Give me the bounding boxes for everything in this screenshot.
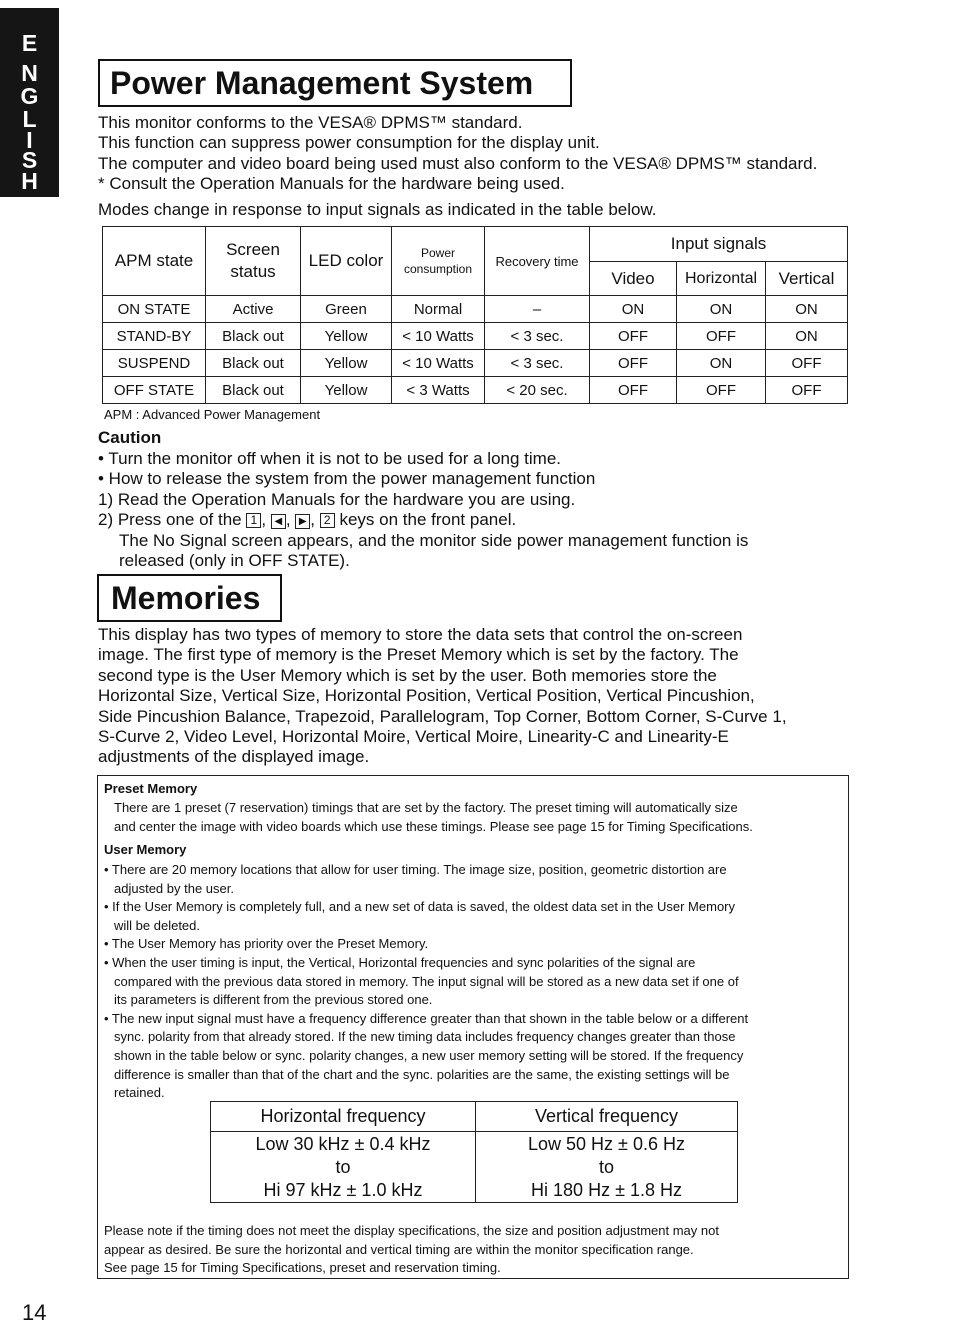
table-cell: – (485, 296, 590, 323)
caution-line: • How to release the system from the power management function (98, 469, 596, 489)
caution-line: released (only in OFF STATE). (119, 551, 350, 571)
table-cell: Black out (206, 323, 301, 350)
body-line: Horizontal Size, Vertical Size, Horizontal Position, Vertical Position, Vertical Pincushion, (98, 686, 755, 706)
timing-note (104, 1222, 719, 1278)
header-video: Video (590, 262, 677, 296)
note-line: See page 15 for Timing Specifications, preset and reservation timing. (104, 1260, 501, 1276)
user-line: • When the user timing is input, the Vertical, Horizontal frequencies and sync polarities of the signal are (104, 954, 696, 970)
user-line: compared with the previous data stored in memory. The input signal will be stored as a new data set if one of (114, 973, 739, 989)
table-cell: Yellow (301, 377, 392, 404)
user-line: • If the User Memory is completely full, and a new set of data is saved, the oldest data set in the User Memory (104, 899, 736, 915)
table-cell: OFF (590, 377, 677, 404)
header-power-line1: Power (420, 246, 455, 260)
h-low: Low 30 kHz ± 0.4 kHz (255, 1133, 431, 1154)
preset-line: There are 1 preset (7 reservation) timings that are set by the factory. The preset timing will automatically size (114, 800, 738, 815)
v-hi: Hi 180 Hz ± 1.8 Hz (531, 1179, 682, 1200)
table-cell: ON (766, 296, 848, 323)
v-to: to (598, 1156, 614, 1177)
body-line: second type is the User Memory which is set by the user. Both memories store the (98, 665, 717, 685)
note-line: appear as desired. Be sure the horizontal and vertical timing are within the monitor specification range. (104, 1241, 694, 1257)
caution-line: The No Signal screen appears, and the monitor side power management function is (119, 530, 749, 550)
table-cell: Yellow (301, 350, 392, 377)
caution-line: • Turn the monitor off when it is not to be used for a long time. (98, 449, 562, 468)
language-letter: G (20, 83, 39, 109)
body-line: Side Pincushion Balance, Trapezoid, Parallelogram, Top Corner, Bottom Corner, S-Curve 1, (98, 706, 787, 726)
language-tab (0, 8, 59, 197)
caution-heading: Caution (98, 428, 162, 447)
user-line: • There are 20 memory locations that allow for user timing. The image size, position, geometric distortion are (104, 862, 727, 877)
caution-line: keys on the front panel. (339, 510, 517, 530)
h-to: to (335, 1156, 351, 1177)
frequency-table (210, 1101, 738, 1203)
intro-line: * Consult the Operation Manuals for the hardware being used. (98, 174, 565, 194)
preset-line: and center the image with video boards which use these timings. Please see page 15 for Timing Specifications. (114, 818, 753, 834)
table-row (103, 377, 848, 404)
key-1-icon: 1 (246, 513, 261, 528)
user-line: will be deleted. (114, 917, 200, 933)
table-cell: OFF STATE (103, 377, 206, 404)
memories-title-box (97, 574, 282, 622)
table-cell: < 10 Watts (392, 350, 485, 377)
table-cell: Green (301, 296, 392, 323)
user-line: • The User Memory has priority over the Preset Memory. (104, 936, 429, 952)
table-cell: OFF (677, 323, 766, 350)
header-screen-status-line1: Screen (226, 240, 280, 259)
language-letter: H (21, 168, 38, 194)
memories-title: Memories (111, 580, 261, 616)
table-cell: OFF (766, 377, 848, 404)
key-right-icon: ▶ (295, 514, 310, 529)
table-cell: < 20 sec. (485, 377, 590, 404)
body-line: adjustments of the displayed image. (98, 747, 370, 767)
user-memory-text (104, 861, 748, 1103)
caution-text (98, 449, 748, 571)
key-2-icon: 2 (320, 513, 335, 528)
header-screen-status-line2: status (230, 262, 276, 281)
table-cell: OFF (590, 350, 677, 377)
table-cell: Black out (206, 377, 301, 404)
caution-line-keys: 2) Press one of the 1 , ◀ , ▶ , 2 keys on the front panel. (98, 510, 517, 530)
memory-info-box (97, 775, 849, 1279)
note-line: Please note if the timing does not meet the display specifications, the size and position adjustment may not (104, 1223, 719, 1238)
power-intro (98, 113, 817, 195)
language-letter: S (21, 147, 38, 173)
user-line: sync. polarity from that already stored. If the new timing data includes frequency changes greater than those (114, 1029, 736, 1045)
table-cell: Active (206, 296, 301, 323)
table-cell: OFF (590, 323, 677, 350)
user-line: • The new input signal must have a frequency difference greater than that shown in the table below or a different (104, 1010, 749, 1026)
h-hi: Hi 97 kHz ± 1.0 kHz (263, 1179, 423, 1200)
preset-memory-heading: Preset Memory (104, 781, 198, 796)
user-line: shown in the table below or sync. polarity changes, a new user memory setting will be stored. If the frequency (114, 1047, 744, 1063)
table-cell: STAND-BY (103, 323, 206, 350)
horizontal-frequency-header: Horizontal frequency (211, 1102, 476, 1132)
header-apm-state: APM state (103, 227, 206, 296)
header-led-color: LED color (301, 227, 392, 296)
table-cell: ON (590, 296, 677, 323)
table-cell: < 10 Watts (392, 323, 485, 350)
header-power-line2: consumption (403, 262, 473, 276)
language-letter: L (22, 106, 37, 132)
apm-note: APM : Advanced Power Management (104, 407, 321, 422)
table-cell: OFF (766, 350, 848, 377)
table-cell: Black out (206, 350, 301, 377)
vertical-frequency-cell (476, 1132, 738, 1203)
table-row (103, 296, 848, 323)
user-line: difference is smaller than that of the chart and the sync. polarities are the same, the existing settings will be (114, 1066, 730, 1082)
memories-body (98, 625, 787, 768)
user-line: retained. (114, 1085, 165, 1101)
table-row (103, 323, 848, 350)
header-recovery-time: Recovery time (485, 227, 590, 296)
header-horizontal: Horizontal (677, 262, 766, 296)
intro-line: This function can suppress power consumption for the display unit. (98, 133, 600, 153)
key-left-icon: ◀ (271, 514, 286, 529)
body-line: image. The first type of memory is the Preset Memory which is set by the factory. The (98, 645, 739, 665)
table-row (103, 350, 848, 377)
table-cell: SUSPEND (103, 350, 206, 377)
table-cell: < 3 Watts (392, 377, 485, 404)
v-low: Low 50 Hz ± 0.6 Hz (528, 1133, 685, 1154)
power-title-box (98, 59, 572, 107)
body-line: S-Curve 2, Video Level, Horizontal Moire, Vertical Moire, Linearity-C and Linearity-E (98, 727, 729, 747)
table-cell: Yellow (301, 323, 392, 350)
vertical-frequency-header: Vertical frequency (476, 1102, 738, 1132)
apm-table (102, 226, 848, 404)
header-screen-status (206, 227, 301, 296)
user-line: its parameters is different from the previous stored one. (114, 992, 433, 1008)
table-cell: ON (677, 350, 766, 377)
header-input-signals: Input signals (590, 227, 848, 262)
table-cell: < 3 sec. (485, 323, 590, 350)
user-memory-heading: User Memory (104, 842, 187, 857)
user-line: adjusted by the user. (114, 880, 234, 896)
caution-line: 2) Press one of the (98, 510, 242, 530)
table-cell: Normal (392, 296, 485, 323)
intro-line: This monitor conforms to the VESA® DPMS™ standard. (98, 113, 523, 132)
table-cell: ON STATE (103, 296, 206, 323)
language-letter: I (26, 127, 33, 153)
header-power-consumption (392, 227, 485, 296)
modes-line: Modes change in response to input signals as indicated in the table below. (98, 200, 657, 219)
caution-line: 1) Read the Operation Manuals for the hardware you are using. (98, 489, 576, 509)
horizontal-frequency-cell (211, 1132, 476, 1203)
page-number: 14 (22, 1300, 47, 1325)
language-letter: E (21, 30, 38, 56)
body-line: This display has two types of memory to store the data sets that control the on-screen (98, 625, 743, 644)
header-vertical: Vertical (766, 262, 848, 296)
power-title: Power Management System (110, 65, 534, 101)
table-cell: ON (677, 296, 766, 323)
table-cell: ON (766, 323, 848, 350)
table-cell: OFF (677, 377, 766, 404)
preset-memory-text (114, 799, 753, 836)
table-cell: < 3 sec. (485, 350, 590, 377)
intro-line: The computer and video board being used must also conform to the VESA® DPMS™ standard. (98, 153, 818, 173)
language-letter: N (21, 60, 38, 86)
